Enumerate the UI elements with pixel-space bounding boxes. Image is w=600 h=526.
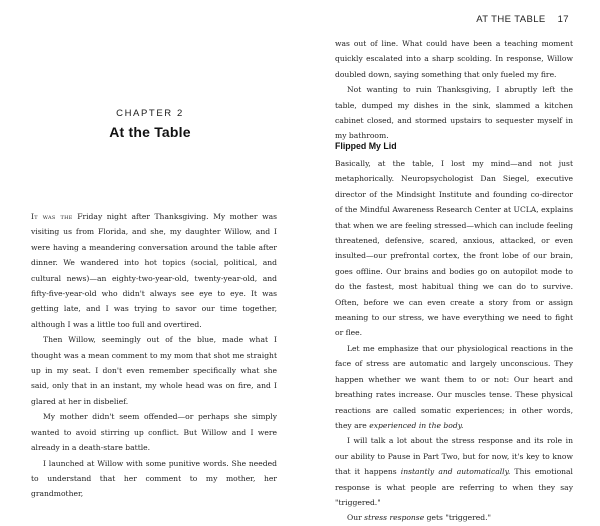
- opening-smallcaps: It was the: [31, 212, 73, 221]
- paragraph: Not wanting to ruin Thanksgiving, I abruptly left the table, dumped my dishes in the sink, slammed a kitchen cabinet closed, and stormed upstairs to sequester myself in my bathroom.: [335, 85, 573, 141]
- opening-paragraph-text: Friday night after Thanksgiving. My mother was visiting us from Florida, and she, my daughter Willow, and I were having a meandering conversation around the table after dinner. We wandered into hot topics (social, political, and cultural news)—an eighty-two-year-old, twenty-year-old, and fifty-five-year-old who didn't always see eye to eye. It was getting late, and I was trying to savor our time together, although I was a little too full and overtired.: [31, 212, 277, 329]
- paragraph-text: I will talk a lot about the stress response and its role in our ability to Pause in Part Two, but for now, it's key to know that it happens: [335, 436, 573, 477]
- left-page: [0, 0, 300, 499]
- section-text: [335, 140, 573, 526]
- chapter-title: At the Table: [109, 124, 191, 140]
- running-head: [476, 14, 569, 25]
- paragraph: I launched at Willow with some punitive words. She needed to understand that her comment to my mother, her grandmother,: [31, 458, 277, 499]
- paragraph: [335, 341, 573, 433]
- paragraph: [335, 433, 573, 510]
- emphasis-text: instantly and automatically.: [400, 467, 511, 477]
- section-heading: Flipped My Lid: [335, 141, 397, 151]
- paragraph-text: gets "triggered.": [424, 513, 492, 523]
- continued-text: [335, 36, 573, 144]
- chapter-label: CHAPTER 2: [116, 108, 184, 119]
- paragraph: My mother didn't seem offended—or perhaps she simply wanted to avoid stirring up conflict. But Willow and I were already in a death-stare battle.: [31, 412, 277, 453]
- left-body-text: [31, 209, 277, 502]
- paragraph: Basically, at the table, I lost my mind—and not just metaphorically. Neuropsychologist Dan Siegel, executive director of the Mindsight Institute and founding co-director of the Mindful Awareness Research Center at UCLA, explains that when we are feeling stressed—which can include feeling threatened, defensive, scared, anxious, attacked, or even insulted—our prefrontal cortex, the front lobe of our brain, goes offline. Our brains and bodies go on autopilot mode to do the fastest, most habitual thing we can do to survive. Often, before we can even create a story from or assign meaning to our stress, we have everything we need to fight or flee.: [335, 159, 573, 338]
- emphasis-text: stress response: [364, 513, 425, 523]
- running-head-title: AT THE TABLE: [476, 14, 546, 25]
- paragraph-text: This emotional response is what people are referring to when they say "triggered.": [335, 467, 573, 507]
- right-page: [300, 0, 600, 523]
- paragraph: Then Willow, seemingly out of the blue, made what I thought was a mean comment to my mom that shot me straight up in my seat. I don't even remember specifically what she said, only that in an instant, my whole head was on fire, and I glared at her in disbelief.: [31, 335, 277, 406]
- page-number: 17: [557, 14, 569, 25]
- paragraph-text: Our: [347, 513, 365, 523]
- paragraph: [335, 510, 573, 525]
- emphasis-text: experienced in the body.: [369, 420, 464, 430]
- paragraph-text: Let me emphasize that our physiological reactions in the face of stress are automatic and largely unconscious. They happen whether we want them to or not: Our heart and breathing rates increase. Our muscles tense. These physical reactions are called somatic experiences; in other words, they are: [335, 343, 573, 430]
- opening-paragraph: [31, 209, 277, 332]
- paragraph: was out of line. What could have been a teaching moment quickly escalated into a sharp scolding. In response, Willow doubled down, saying something that only fueled my fire.: [335, 39, 573, 79]
